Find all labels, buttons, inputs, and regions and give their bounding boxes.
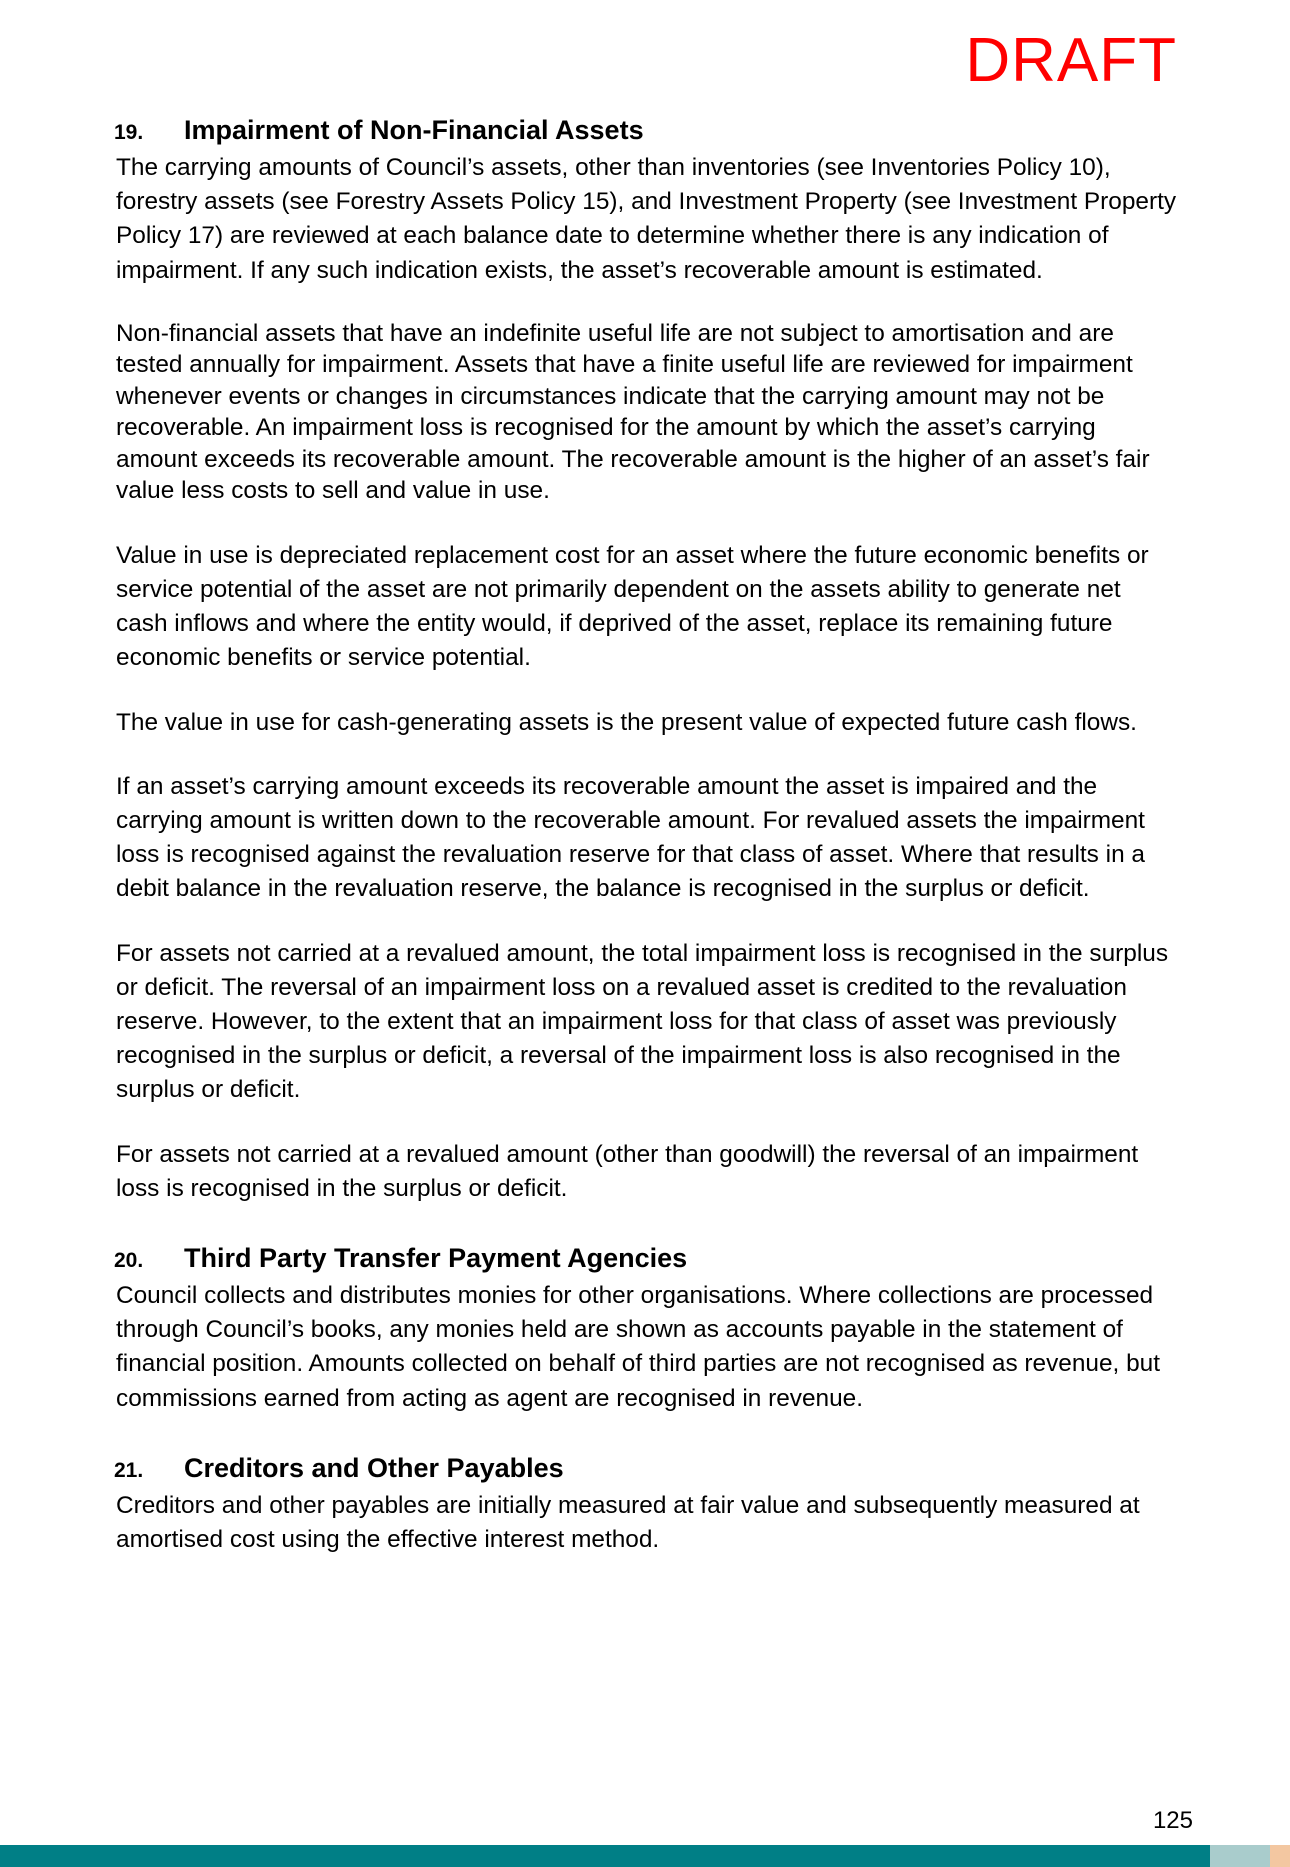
section-heading-20 bbox=[116, 1240, 1178, 1279]
section-number: 21. bbox=[114, 1458, 144, 1482]
paragraph: Council collects and distributes monies for other organisations. Where collections are processed through Council’s books, any monies held are shown as accounts payable in the statement of financial position. Amounts collected on behalf of third parties are not recognised as revenue, but commissions earned from acting as agent are recognised in revenue. bbox=[116, 1282, 1161, 1412]
footer-bar-accent-segment bbox=[1270, 1845, 1290, 1867]
paragraph: Non-financial assets that have an indefinite useful life are not subject to amortisation and are tested annually for impairment. Assets that have a finite useful life are reviewed for impairment whenever events or changes in circumstances indicate that the carrying amount may not be recoverable. An impairment loss is recognised for the amount by which the asset’s carrying amount exceeds its recoverable amount. The recoverable amount is the higher of an asset’s fair value less costs to sell and value in use. bbox=[116, 319, 1150, 505]
paragraph: If an asset’s carrying amount exceeds its recoverable amount the asset is impaired and the carrying amount is written down to the recoverable amount. For revalued assets the impairment loss is recognised against the revaluation reserve for that class of asset. Where that results in a debit balance in the revaluation reserve, the balance is recognised in the surplus or deficit. bbox=[116, 772, 1145, 903]
section-number: 20. bbox=[114, 1249, 144, 1273]
paragraph: Creditors and other payables are initially measured at fair value and subsequently measured at amortised cost using the effective interest method. bbox=[116, 1491, 1140, 1554]
paragraph: For assets not carried at a revalued amount (other than goodwill) the reversal of an impairment loss is recognised in the surplus or deficit. bbox=[116, 1140, 1139, 1202]
section-title: Third Party Transfer Payment Agencies bbox=[184, 1243, 688, 1274]
page-number: 125 bbox=[1152, 1807, 1193, 1834]
section-heading-21 bbox=[116, 1450, 1178, 1489]
paragraph: The value in use for cash-generating assets is the present value of expected future cash flows. bbox=[116, 708, 1137, 736]
section-title: Impairment of Non-Financial Assets bbox=[184, 115, 644, 145]
footer-bar-light-segment bbox=[1210, 1845, 1270, 1867]
footer-bar bbox=[0, 1845, 1210, 1867]
paragraph: Value in use is depreciated replacement cost for an asset where the future economic benefits or service potential of the asset are not primarily dependent on the assets ability to generate net cash inflows and where the entity would, if deprived of the asset, replace its remaining future economic benefits or service potential. bbox=[116, 541, 1149, 672]
document-body bbox=[116, 112, 1178, 1587]
section-heading-19 bbox=[116, 112, 1178, 151]
paragraph: The carrying amounts of Council’s assets, other than inventories (see Inventories Policy 10), forestry assets (see Forestry Assets Policy 15), and Investment Property (see Investment Property Policy 17) are reviewed at each balance date to determine whether there is any indication of impairment. If any such indication exists, the asset’s recoverable amount is estimated. bbox=[116, 154, 1177, 284]
section-number: 19. bbox=[114, 121, 144, 144]
draft-watermark: DRAFT bbox=[965, 26, 1177, 95]
section-title: Creditors and Other Payables bbox=[184, 1452, 564, 1483]
paragraph: For assets not carried at a revalued amount, the total impairment loss is recognised in the surplus or deficit. The reversal of an impairment loss on a revalued asset is credited to the revaluation reserve. However, to the extent that an impairment loss for that class of asset was previously recognised in the surplus or deficit, a reversal of the impairment loss is also recognised in the surplus or deficit. bbox=[116, 939, 1169, 1104]
